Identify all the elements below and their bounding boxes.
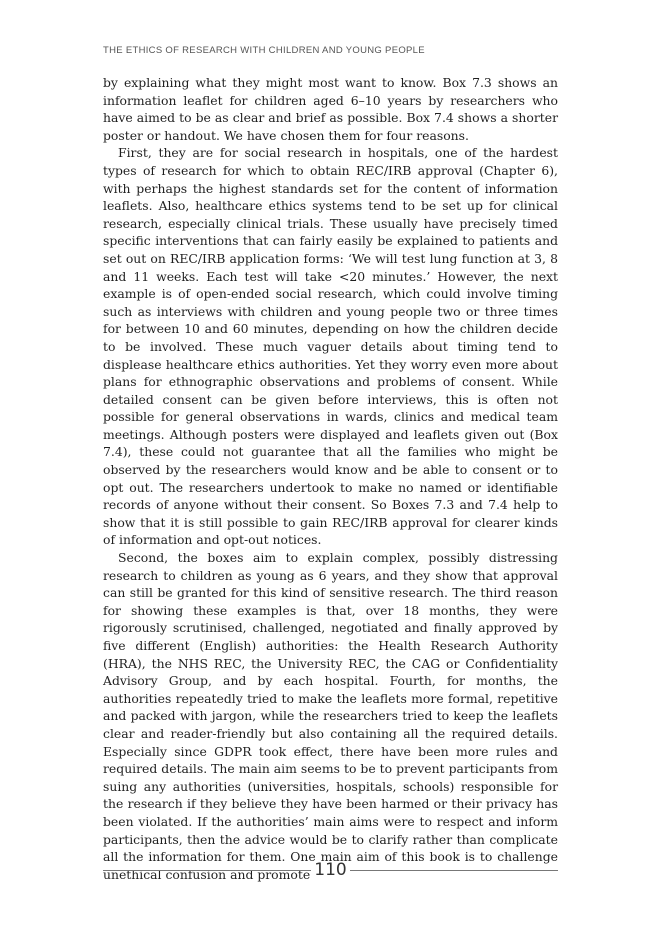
page-footer	[103, 859, 558, 881]
page-number: 110	[314, 860, 347, 880]
footer-rule-right	[350, 870, 558, 871]
body-text	[103, 74, 558, 883]
paragraph-continuation: by explaining what they might most want to know. Box 7.3 shows an information leaflet for children aged 6–10 years by researchers who have aimed to be as clear and brief as possible. Box 7.4 shows a shorter poster or handout. We have chosen them for four reasons.	[103, 75, 558, 143]
paragraph-first-reason: First, they are for social research in hospitals, one of the hardest types of research for which to obtain REC/IRB approval (Chapter 6), with perhaps the highest standards set for the content of information leaflets. Also, healthcare ethics systems tend to be set up for clinical research, especially clinical trials. These usually have precisely timed specific interventions that can fairly easily be explained to patients and set out on REC/IRB application forms: ‘We will test lung function at 3, 8 and 11 weeks. Each test will take <20 minutes.’ However, the next example is of open-ended social research, which could involve timing such as interviews with children and young people two or three times for between 10 and 60 minutes, depending on how the children decide to be involved. These much vaguer details about timing tend to displease healthcare ethics authorities. Yet they worry even more about plans for ethnographic observations and problems of consent. While detailed consent can be given before interviews, this is often not possible for general observations in wards, clinics and medical team meetings. Although posters were displayed and leaflets given out (Box 7.4), these could not guarantee that all the families who might be observed by the researchers would know and be able to consent or to opt out. The researchers undertook to make no named or identifiable records of anyone without their consent. So Boxes 7.3 and 7.4 help to show that it is still possible to gain REC/IRB approval for clearer kinds of information and opt-out notices.	[103, 145, 558, 548]
footer-rule-left	[103, 870, 311, 871]
running-header: THE ETHICS OF RESEARCH WITH CHILDREN AND YOUNG PEOPLE	[103, 45, 425, 56]
paragraph-second-reason: Second, the boxes aim to explain complex, possibly distressing research to children as young as 6 years, and they show that approval can still be granted for this kind of sensitive research. The third reason for showing these examples is that, over 18 months, they were rigorously scrutinised, challenged, negotiated and finally approved by five different (English) authorities: the Health Research Authority (HRA), the NHS REC, the University REC, the CAG or Confidentiality Advisory Group, and by each hospital. Fourth, for months, the authorities repeatedly tried to make the leaflets more formal, repetitive and packed with jargon, while the researchers tried to keep the leaflets clear and reader-friendly but also containing all the required details. Especially since GDPR took effect, there have been more rules and required details. The main aim seems to be to prevent participants from suing any authorities (universities, hospitals, schools) responsible for the research if they believe they have been harmed or their privacy has been violated. If the authorities’ main aims were to respect and inform participants, then the advice would be to clarify rather than complicate all the information for them. One main aim of this book is to challenge unethical confusion and promote	[103, 550, 558, 882]
